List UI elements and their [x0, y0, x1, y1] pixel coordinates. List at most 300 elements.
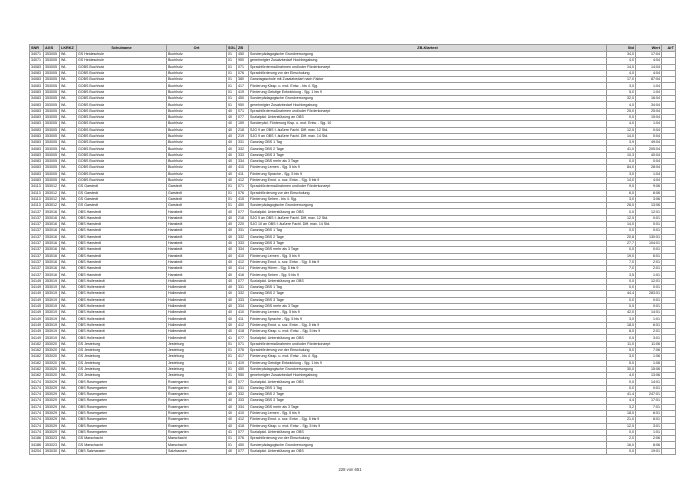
schulname-cell: GS Jesteburg — [77, 373, 167, 379]
lkrkz-cell: WL — [60, 354, 77, 360]
ort-cell: Hanstedt — [167, 272, 227, 278]
ort-cell: Hollenstedt — [167, 316, 227, 322]
zb-cell: 419 — [237, 89, 249, 95]
ort-cell: Jesteburg — [167, 347, 227, 353]
wert-cell: 14:04 — [636, 64, 662, 70]
snr-cell: 34083 — [30, 171, 44, 177]
ags-cell: 353019 — [44, 278, 60, 284]
zb-cell: 331 — [237, 385, 249, 391]
ort-cell: Jesteburg — [167, 354, 227, 360]
ort-cell: Buchholz — [167, 108, 227, 114]
col-header-wert[interactable]: Wert — [636, 45, 662, 52]
std-cell: 41,0 — [607, 146, 636, 152]
zb-klartext-cell: Förderung Klssp. u. mot. Entw. - Sjg. 5 bis 9 — [249, 423, 607, 429]
snr-cell: 34071 — [30, 52, 44, 58]
ort-cell: Buchholz — [167, 114, 227, 120]
zb-cell: 418 — [237, 329, 249, 335]
zb-table — [29, 44, 676, 455]
zb-klartext-cell: Sprachfördermaßnahmen und/oder Förderkonzept — [249, 64, 607, 70]
table-row[interactable] — [30, 448, 676, 454]
sgl-cell: 01 — [227, 366, 237, 372]
wert-cell: 0:01 — [636, 228, 662, 234]
zb-cell: 071 — [237, 341, 249, 347]
ags-cell: 353029 — [44, 417, 60, 423]
schulname-cell: OBS Hanstedt — [77, 253, 167, 259]
ags-cell: 353029 — [44, 379, 60, 385]
snr-cell: 34083 — [30, 127, 44, 133]
lkrkz-cell: WL — [60, 347, 77, 353]
ags-cell: 353016 — [44, 215, 60, 221]
std-cell: 0,0 — [607, 114, 636, 120]
sgl-cell: 40 — [227, 259, 237, 265]
ort-cell: Buchholz — [167, 121, 227, 127]
schulname-cell: GOBS Buchholz — [77, 159, 167, 165]
lkrkz-cell: WL — [60, 58, 77, 64]
lkrkz-cell: WL — [60, 410, 77, 416]
schulname-cell: OBS Hollenstedt — [77, 322, 167, 328]
ags-cell: 353019 — [44, 284, 60, 290]
sgl-cell: 40 — [227, 303, 237, 309]
zb-klartext-cell: Ganztagsschule mit Zusatzbedarf nach Faktor — [249, 77, 607, 83]
ort-cell: Hanstedt — [167, 259, 227, 265]
ags-cell: 353019 — [44, 329, 60, 335]
sgl-cell: 40 — [227, 297, 237, 303]
std-cell: 19,0 — [607, 253, 636, 259]
ags-cell: 353005 — [44, 114, 60, 120]
zb-cell: 077 — [237, 448, 249, 454]
wert-cell: 0:04 — [636, 159, 662, 165]
snr-cell: 34083 — [30, 165, 44, 171]
ags-cell: 353020 — [44, 373, 60, 379]
std-cell: 0,0 — [607, 335, 636, 341]
wert-cell: 0:01 — [636, 297, 662, 303]
wert-cell: 1:01 — [636, 429, 662, 435]
ort-cell: Buchholz — [167, 133, 227, 139]
sgl-cell: 40 — [227, 209, 237, 215]
wert-cell: 1:06 — [636, 354, 662, 360]
sgl-cell: 41 — [227, 335, 237, 341]
wert-cell: 6:01 — [636, 417, 662, 423]
schulname-cell: OBS Rosengarten — [77, 379, 167, 385]
snr-cell: 34137 — [30, 234, 44, 240]
zb-klartext-cell: Ganztag OBS 1 Tag — [249, 284, 607, 290]
std-cell: 0,0 — [607, 159, 636, 165]
wert-cell: 0:01 — [636, 215, 662, 221]
ort-cell: Garstedt — [167, 203, 227, 209]
zb-klartext-cell: Sozialpäd. Unterstützung an OBS — [249, 379, 607, 385]
zb-klartext-cell: Förderung Lernen - Sjg. 5 bis 9 — [249, 310, 607, 316]
wert-cell: 6:01 — [636, 253, 662, 259]
snr-cell: 34083 — [30, 133, 44, 139]
lkrkz-cell: WL — [60, 247, 77, 253]
ort-cell: Hollenstedt — [167, 310, 227, 316]
sgl-cell: 01 — [227, 442, 237, 448]
wert-cell: 205:04 — [636, 146, 662, 152]
ort-cell: Buchholz — [167, 159, 227, 165]
wert-cell: 7:06 — [636, 347, 662, 353]
std-cell: 3,0 — [607, 316, 636, 322]
sgl-cell: 40 — [227, 291, 237, 297]
sgl-cell: 01 — [227, 190, 237, 196]
ags-cell: 353029 — [44, 404, 60, 410]
zb-klartext-cell: Sonderpädagogische Grundversorgung — [249, 96, 607, 102]
schulname-cell: OBS Rosengarten — [77, 385, 167, 391]
sgl-cell: 40 — [227, 410, 237, 416]
ags-cell: 353005 — [44, 96, 60, 102]
zb-klartext-cell: Sonderpädagogische Grundversorgung — [249, 366, 607, 372]
lkrkz-cell: WL — [60, 341, 77, 347]
zb-cell: 219 — [237, 133, 249, 139]
ags-cell: 353029 — [44, 410, 60, 416]
lkrkz-cell: WL — [60, 64, 77, 70]
wert-cell: 1:04 — [636, 83, 662, 89]
ags-cell: 353029 — [44, 392, 60, 398]
schulname-cell: GOBS Buchholz — [77, 96, 167, 102]
ags-cell: 353023 — [44, 442, 60, 448]
sgl-cell: 40 — [227, 272, 237, 278]
zb-klartext-cell: Sprachfördermaßnahmen und/oder Förderkonzept — [249, 108, 607, 114]
ags-cell: 353005 — [44, 140, 60, 146]
lkrkz-cell: WL — [60, 329, 77, 335]
zb-klartext-cell: Ganztag OBS mehr als 3 Tage — [249, 247, 607, 253]
zb-klartext-cell: Förderung Sehen - Sjg. 5 bis 9 — [249, 272, 607, 278]
sgl-cell: 40 — [227, 379, 237, 385]
ags-cell: 353029 — [44, 423, 60, 429]
sgl-cell: 40 — [227, 215, 237, 221]
zb-klartext-cell: SJG 9 an OBS f. äußere Fachl. Diff. max. 12 Std. — [249, 215, 607, 221]
col-header-art[interactable]: ArT — [662, 45, 676, 52]
snr-cell: 34113 — [30, 184, 44, 190]
wert-cell: 0:01 — [636, 385, 662, 391]
wert-cell: 12:01 — [636, 209, 662, 215]
zb-cell: 333 — [237, 297, 249, 303]
ags-cell: 353020 — [44, 360, 60, 366]
lkrkz-cell: WL — [60, 159, 77, 165]
sgl-cell: 40 — [227, 222, 237, 228]
snr-cell: 34113 — [30, 190, 44, 196]
zb-cell: 331 — [237, 228, 249, 234]
lkrkz-cell: WL — [60, 127, 77, 133]
wert-cell: 8:06 — [636, 442, 662, 448]
zb-cell: 950 — [237, 373, 249, 379]
zb-klartext-cell: Ganztag OBS 2 Tage — [249, 392, 607, 398]
col-header-sgl[interactable]: SGL — [228, 45, 236, 50]
ort-cell: Marschacht — [167, 442, 227, 448]
snr-cell: 34137 — [30, 259, 44, 265]
std-cell: 3,0 — [607, 171, 636, 177]
snr-cell: 34174 — [30, 417, 44, 423]
zb-cell: 450 — [237, 52, 249, 58]
ags-cell: 353005 — [44, 127, 60, 133]
schulname-cell: GS Jesteburg — [77, 347, 167, 353]
wert-cell: 0:04 — [636, 127, 662, 133]
zb-cell: 071 — [237, 108, 249, 114]
lkrkz-cell: WL — [60, 335, 77, 341]
sgl-cell: 01 — [227, 203, 237, 209]
zb-cell: 416 — [237, 272, 249, 278]
snr-cell: 34149 — [30, 335, 44, 341]
snr-cell: 34174 — [30, 410, 44, 416]
sgl-cell: 40 — [227, 133, 237, 139]
zb-cell: 410 — [237, 253, 249, 259]
snr-cell: 34137 — [30, 215, 44, 221]
ags-cell: 353029 — [44, 398, 60, 404]
ort-cell: Hanstedt — [167, 215, 227, 221]
lkrkz-cell: WL — [60, 52, 77, 58]
zb-cell: 380 — [237, 77, 249, 83]
schulname-cell: GOBS Buchholz — [77, 70, 167, 76]
ort-cell: Buchholz — [167, 140, 227, 146]
zb-cell: 417 — [237, 354, 249, 360]
ags-cell: 353016 — [44, 228, 60, 234]
wert-cell: 2:01 — [636, 329, 662, 335]
col-header-std[interactable]: Std — [607, 45, 636, 52]
std-cell: 3,5 — [607, 272, 636, 278]
ort-cell: Rosengarten — [167, 423, 227, 429]
ort-cell: Salzhausen — [167, 448, 227, 454]
sgl-cell: 01 — [227, 354, 237, 360]
wert-cell: 283:01 — [636, 291, 662, 297]
zb-cell: 410 — [237, 165, 249, 171]
snr-cell: 34149 — [30, 297, 44, 303]
schulname-cell: OBS Hanstedt — [77, 266, 167, 272]
schulname-cell: OBS Hanstedt — [77, 234, 167, 240]
std-cell: 3,9 — [607, 140, 636, 146]
sgl-cell: 40 — [227, 146, 237, 152]
schulname-cell: OBS Hollenstedt — [77, 278, 167, 284]
zb-cell: 334 — [237, 247, 249, 253]
std-cell: 8,0 — [607, 329, 636, 335]
std-cell: 17,0 — [607, 77, 636, 83]
zb-cell: 411 — [237, 316, 249, 322]
std-cell: 10,3 — [607, 152, 636, 158]
sgl-cell: 40 — [227, 398, 237, 404]
ags-cell: 353016 — [44, 234, 60, 240]
ags-cell: 353019 — [44, 291, 60, 297]
zb-cell: 415 — [237, 196, 249, 202]
zb-klartext-cell: Ganztag OBS 3 Tage — [249, 240, 607, 246]
ort-cell: Hollenstedt — [167, 284, 227, 290]
col-header-lkrkz[interactable]: LKRKZ — [60, 45, 77, 52]
wert-cell: 0:01 — [636, 222, 662, 228]
lkrkz-cell: WL — [60, 379, 77, 385]
zb-klartext-cell: Ganztag OBS 1 Tag — [249, 228, 607, 234]
zb-cell: 450 — [237, 366, 249, 372]
snr-cell: 34149 — [30, 284, 44, 290]
ort-cell: Buchholz — [167, 146, 227, 152]
snr-cell: 34137 — [30, 240, 44, 246]
snr-cell: 34149 — [30, 303, 44, 309]
wert-cell: 0:04 — [636, 133, 662, 139]
lkrkz-cell: WL — [60, 77, 77, 83]
wert-cell: 28:04 — [636, 165, 662, 171]
sgl-cell: 40 — [227, 114, 237, 120]
col-header-zb[interactable]: ZB — [237, 45, 249, 52]
std-cell: 4,4 — [607, 398, 636, 404]
snr-cell: 34083 — [30, 64, 44, 70]
schulname-cell: OBS Hanstedt — [77, 247, 167, 253]
schulname-cell: GOBS Buchholz — [77, 108, 167, 114]
ort-cell: Buchholz — [167, 96, 227, 102]
std-cell: 32,0 — [607, 96, 636, 102]
zb-cell: 411 — [237, 171, 249, 177]
lkrkz-cell: WL — [60, 165, 77, 171]
ort-cell: Buchholz — [167, 102, 227, 108]
schulname-cell: GS Heideschule — [77, 58, 167, 64]
std-cell: 0,0 — [607, 284, 636, 290]
sgl-cell: 01 — [227, 436, 237, 442]
lkrkz-cell: WL — [60, 146, 77, 152]
schulname-cell: OBS Hollenstedt — [77, 297, 167, 303]
snr-cell: 34113 — [30, 196, 44, 202]
ort-cell: Hanstedt — [167, 247, 227, 253]
zb-klartext-cell: Sonderpädagogische Grundversorgung — [249, 203, 607, 209]
snr-cell: 34162 — [30, 373, 44, 379]
ort-cell: Rosengarten — [167, 379, 227, 385]
sgl-cell: 40 — [227, 417, 237, 423]
col-header-ags[interactable]: AGS — [44, 45, 60, 52]
schulname-cell: GOBS Buchholz — [77, 152, 167, 158]
lkrkz-cell: WL — [60, 385, 77, 391]
lkrkz-cell: WL — [60, 209, 77, 215]
zb-klartext-cell: genehmigter Zusatzbedarf Hochbegabung — [249, 102, 607, 108]
wert-cell: 3:01 — [636, 423, 662, 429]
snr-cell: 34083 — [30, 114, 44, 120]
zb-klartext-cell: Förderung Klssp. u. mot. Entw. - Sjg. 5 bis 9 — [249, 329, 607, 335]
zb-klartext-cell: Sprachförderung vor der Einschulung — [249, 347, 607, 353]
ort-cell: Buchholz — [167, 70, 227, 76]
sgl-cell: 40 — [227, 108, 237, 114]
lkrkz-cell: WL — [60, 373, 77, 379]
std-cell: 0,0 — [607, 247, 636, 253]
sgl-cell: 01 — [227, 77, 237, 83]
zb-cell: 333 — [237, 240, 249, 246]
zb-klartext-cell: Förderung Lernen - Sjg. 5 bis 9 — [249, 410, 607, 416]
zb-klartext-cell: Sozialpäd. Unterstützung an OBS — [249, 448, 607, 454]
zb-cell: 450 — [237, 96, 249, 102]
ort-cell: Rosengarten — [167, 410, 227, 416]
lkrkz-cell: WL — [60, 316, 77, 322]
std-cell: 20,8 — [607, 234, 636, 240]
std-cell: 0,0 — [607, 429, 636, 435]
zb-klartext-cell: Sprachförderung vor der Einschulung — [249, 190, 607, 196]
sgl-cell: 40 — [227, 240, 237, 246]
lkrkz-cell: WL — [60, 310, 77, 316]
ort-cell: Hanstedt — [167, 253, 227, 259]
zb-klartext-cell: Sozialpäd. Unterstützung an OBS — [249, 278, 607, 284]
schulname-cell: GS Marschacht — [77, 442, 167, 448]
sgl-cell: 40 — [227, 266, 237, 272]
ort-cell: Jesteburg — [167, 341, 227, 347]
schulname-cell: OBS Hanstedt — [77, 240, 167, 246]
sgl-cell: 40 — [227, 165, 237, 171]
lkrkz-cell: WL — [60, 70, 77, 76]
lkrkz-cell: WL — [60, 259, 77, 265]
zb-klartext-cell: Sprachförderung vor der Einschulung — [249, 70, 607, 76]
zb-cell: 332 — [237, 392, 249, 398]
snr-cell: 34149 — [30, 278, 44, 284]
zb-cell: 076 — [237, 347, 249, 353]
col-header-snr[interactable]: SNR — [30, 45, 44, 52]
std-cell: 6,0 — [607, 190, 636, 196]
ort-cell: Hollenstedt — [167, 278, 227, 284]
snr-cell: 34162 — [30, 341, 44, 347]
wert-cell: 0:01 — [636, 303, 662, 309]
sgl-cell: 01 — [227, 58, 237, 64]
lkrkz-cell: WL — [60, 278, 77, 284]
sgl-cell: 01 — [227, 96, 237, 102]
lkrkz-cell: WL — [60, 89, 77, 95]
snr-cell: 34083 — [30, 102, 44, 108]
std-cell: 0,0 — [607, 303, 636, 309]
lkrkz-cell: WL — [60, 96, 77, 102]
snr-cell: 34186 — [30, 436, 44, 442]
schulname-cell: OBS Rosengarten — [77, 423, 167, 429]
std-cell: 0,0 — [607, 379, 636, 385]
lkrkz-cell: WL — [60, 404, 77, 410]
schulname-cell: OBS Hanstedt — [77, 259, 167, 265]
schulname-cell: GOBS Buchholz — [77, 171, 167, 177]
zb-klartext-cell: Ganztag OBS 2 Tage — [249, 291, 607, 297]
std-cell: 18,0 — [607, 322, 636, 328]
lkrkz-cell: WL — [60, 196, 77, 202]
col-header-ort[interactable]: Ort — [167, 45, 227, 52]
schulname-cell: GS Jesteburg — [77, 366, 167, 372]
ort-cell: Rosengarten — [167, 385, 227, 391]
snr-cell: 34174 — [30, 392, 44, 398]
ags-cell: 353005 — [44, 102, 60, 108]
std-cell: 3,0 — [607, 196, 636, 202]
col-header-zb-klartext[interactable]: ZB-Klartext — [249, 45, 607, 52]
snr-cell: 34174 — [30, 398, 44, 404]
ags-cell: 353012 — [44, 196, 60, 202]
col-header-schulname[interactable]: Schulname — [77, 45, 167, 52]
lkrkz-cell: WL — [60, 417, 77, 423]
ags-cell: 353005 — [44, 159, 60, 165]
ort-cell: Garstedt — [167, 196, 227, 202]
ort-cell: Hollenstedt — [167, 335, 227, 341]
zb-cell: 076 — [237, 190, 249, 196]
snr-cell: 34149 — [30, 291, 44, 297]
ort-cell: Rosengarten — [167, 398, 227, 404]
snr-cell: 34083 — [30, 96, 44, 102]
std-cell: 7,0 — [607, 259, 636, 265]
ags-cell: 353005 — [44, 133, 60, 139]
std-cell: 84,0 — [607, 165, 636, 171]
std-cell: 30,0 — [607, 366, 636, 372]
ort-cell: Buchholz — [167, 152, 227, 158]
schulname-cell: GOBS Buchholz — [77, 140, 167, 146]
ags-cell: 353005 — [44, 89, 60, 95]
schulname-cell: GOBS Buchholz — [77, 127, 167, 133]
schulname-cell: GOBS Buchholz — [77, 133, 167, 139]
snr-cell: 34083 — [30, 89, 44, 95]
sgl-cell: 01 — [227, 196, 237, 202]
ags-cell: 353012 — [44, 184, 60, 190]
sgl-cell: 40 — [227, 284, 237, 290]
schulname-cell: GS Jesteburg — [77, 354, 167, 360]
zb-klartext-cell: Förderung Emot. u. soz. Entw. - Sjg. 5 bis 9 — [249, 322, 607, 328]
zb-klartext-cell: Förderung Klssp. u. mot. Entw. - bis 4. Sjg. — [249, 354, 607, 360]
schulname-cell: GS Garstedt — [77, 190, 167, 196]
schulname-cell: OBS Hollenstedt — [77, 329, 167, 335]
std-cell: 2,0 — [607, 436, 636, 442]
ags-cell: 353029 — [44, 429, 60, 435]
wert-cell: 17:04 — [636, 52, 662, 58]
std-cell: 34,0 — [607, 52, 636, 58]
ort-cell: Hollenstedt — [167, 303, 227, 309]
zb-klartext-cell: Ganztag OBS 1 Tag — [249, 140, 607, 146]
